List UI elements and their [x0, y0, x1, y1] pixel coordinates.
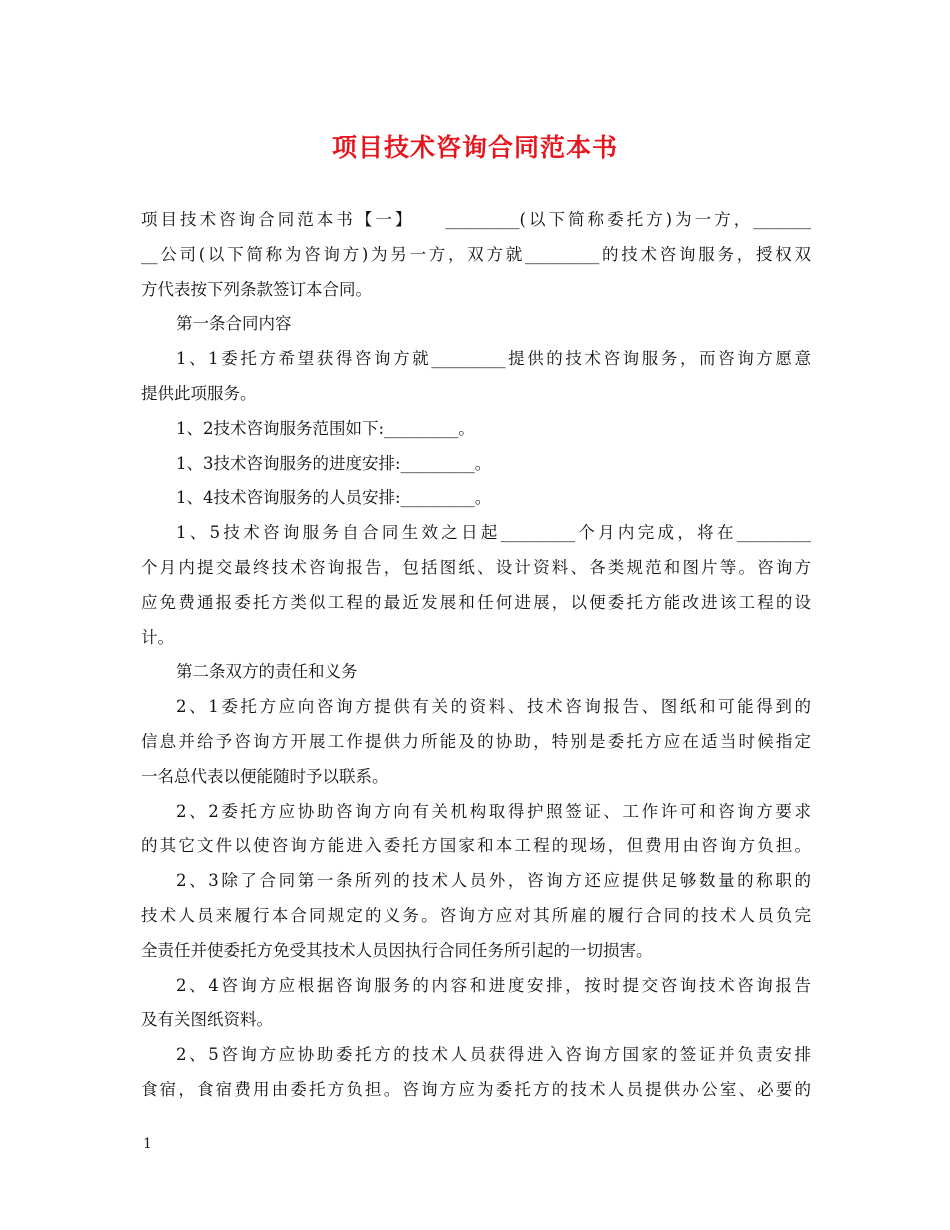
- body-line: 1、5技术咨询服务自合同生效之日起_________个月内完成，将在_________: [176, 523, 811, 543]
- page-number: 1: [143, 1136, 152, 1152]
- body-line: 应免费通报委托方类似工程的最近发展和任何进展，以便委托方能改进该工程的设: [141, 592, 811, 612]
- body-line: 食宿，食宿费用由委托方负担。咨询方应为委托方的技术人员提供办公室、必要的: [141, 1079, 811, 1099]
- body-line: 2、2委托方应协助咨询方向有关机构取得护照签证、工作许可和咨询方要求: [176, 801, 811, 821]
- body-line: 提供此项服务。: [141, 383, 257, 403]
- body-line: 1、1委托方希望获得咨询方就_________提供的技术咨询服务，而咨询方愿意: [176, 349, 811, 369]
- body-line: 技术人员来履行本合同规定的义务。咨询方应对其所雇的履行合同的技术人员负完: [141, 905, 811, 925]
- body-line: 方代表按下列条款签订本合同。: [141, 279, 372, 299]
- body-line: 一名总代表以便能随时予以联系。: [141, 766, 389, 786]
- section-heading: 第二条双方的责任和义务: [176, 662, 358, 682]
- body-line: 的其它文件以使咨询方能进入委托方国家和本工程的现场，但费用由咨询方负担。: [141, 836, 811, 856]
- body-line: 计。: [141, 627, 174, 647]
- body-line: 2、1委托方应向咨询方提供有关的资料、技术咨询报告、图纸和可能得到的: [176, 697, 811, 717]
- body-line: 1、3技术咨询服务的进度安排:_________。: [176, 453, 492, 473]
- body-line: 及有关图纸资料。: [141, 1010, 273, 1030]
- body-line: 全责任并使委托方免受其技术人员因执行合同任务所引起的一切损害。: [141, 940, 653, 960]
- body-line: 1、2技术咨询服务范围如下:_________。: [176, 418, 475, 438]
- body-line: 信息并给予咨询方开展工作提供力所能及的协助，特别是委托方应在适当时候指定: [141, 731, 811, 751]
- body-line: 2、5咨询方应协助委托方的技术人员获得进入咨询方国家的签证并负责安排: [176, 1045, 811, 1065]
- body-line: __公司(以下简称为咨询方)为另一方，双方就_________的技术咨询服务，授权双: [141, 244, 811, 264]
- body-line: 1、4技术咨询服务的人员安排:_________。: [176, 488, 492, 508]
- document-title: 项目技术咨询合同范本书: [331, 133, 618, 162]
- body-line: 2、4咨询方应根据咨询服务的内容和进度安排，按时提交咨询技术咨询报告: [176, 975, 811, 995]
- document-body: [141, 203, 811, 1108]
- body-line: 个月内提交最终技术咨询报告，包括图纸、设计资料、各类规范和图片等。咨询方: [141, 557, 811, 577]
- body-line: 项目技术咨询合同范本书【一】 _________(以下简称委托方)为一方，_______: [141, 210, 811, 229]
- body-line: 2、3除了合同第一条所列的技术人员外，咨询方还应提供足够数量的称职的: [176, 871, 811, 891]
- section-heading: 第一条合同内容: [176, 314, 292, 334]
